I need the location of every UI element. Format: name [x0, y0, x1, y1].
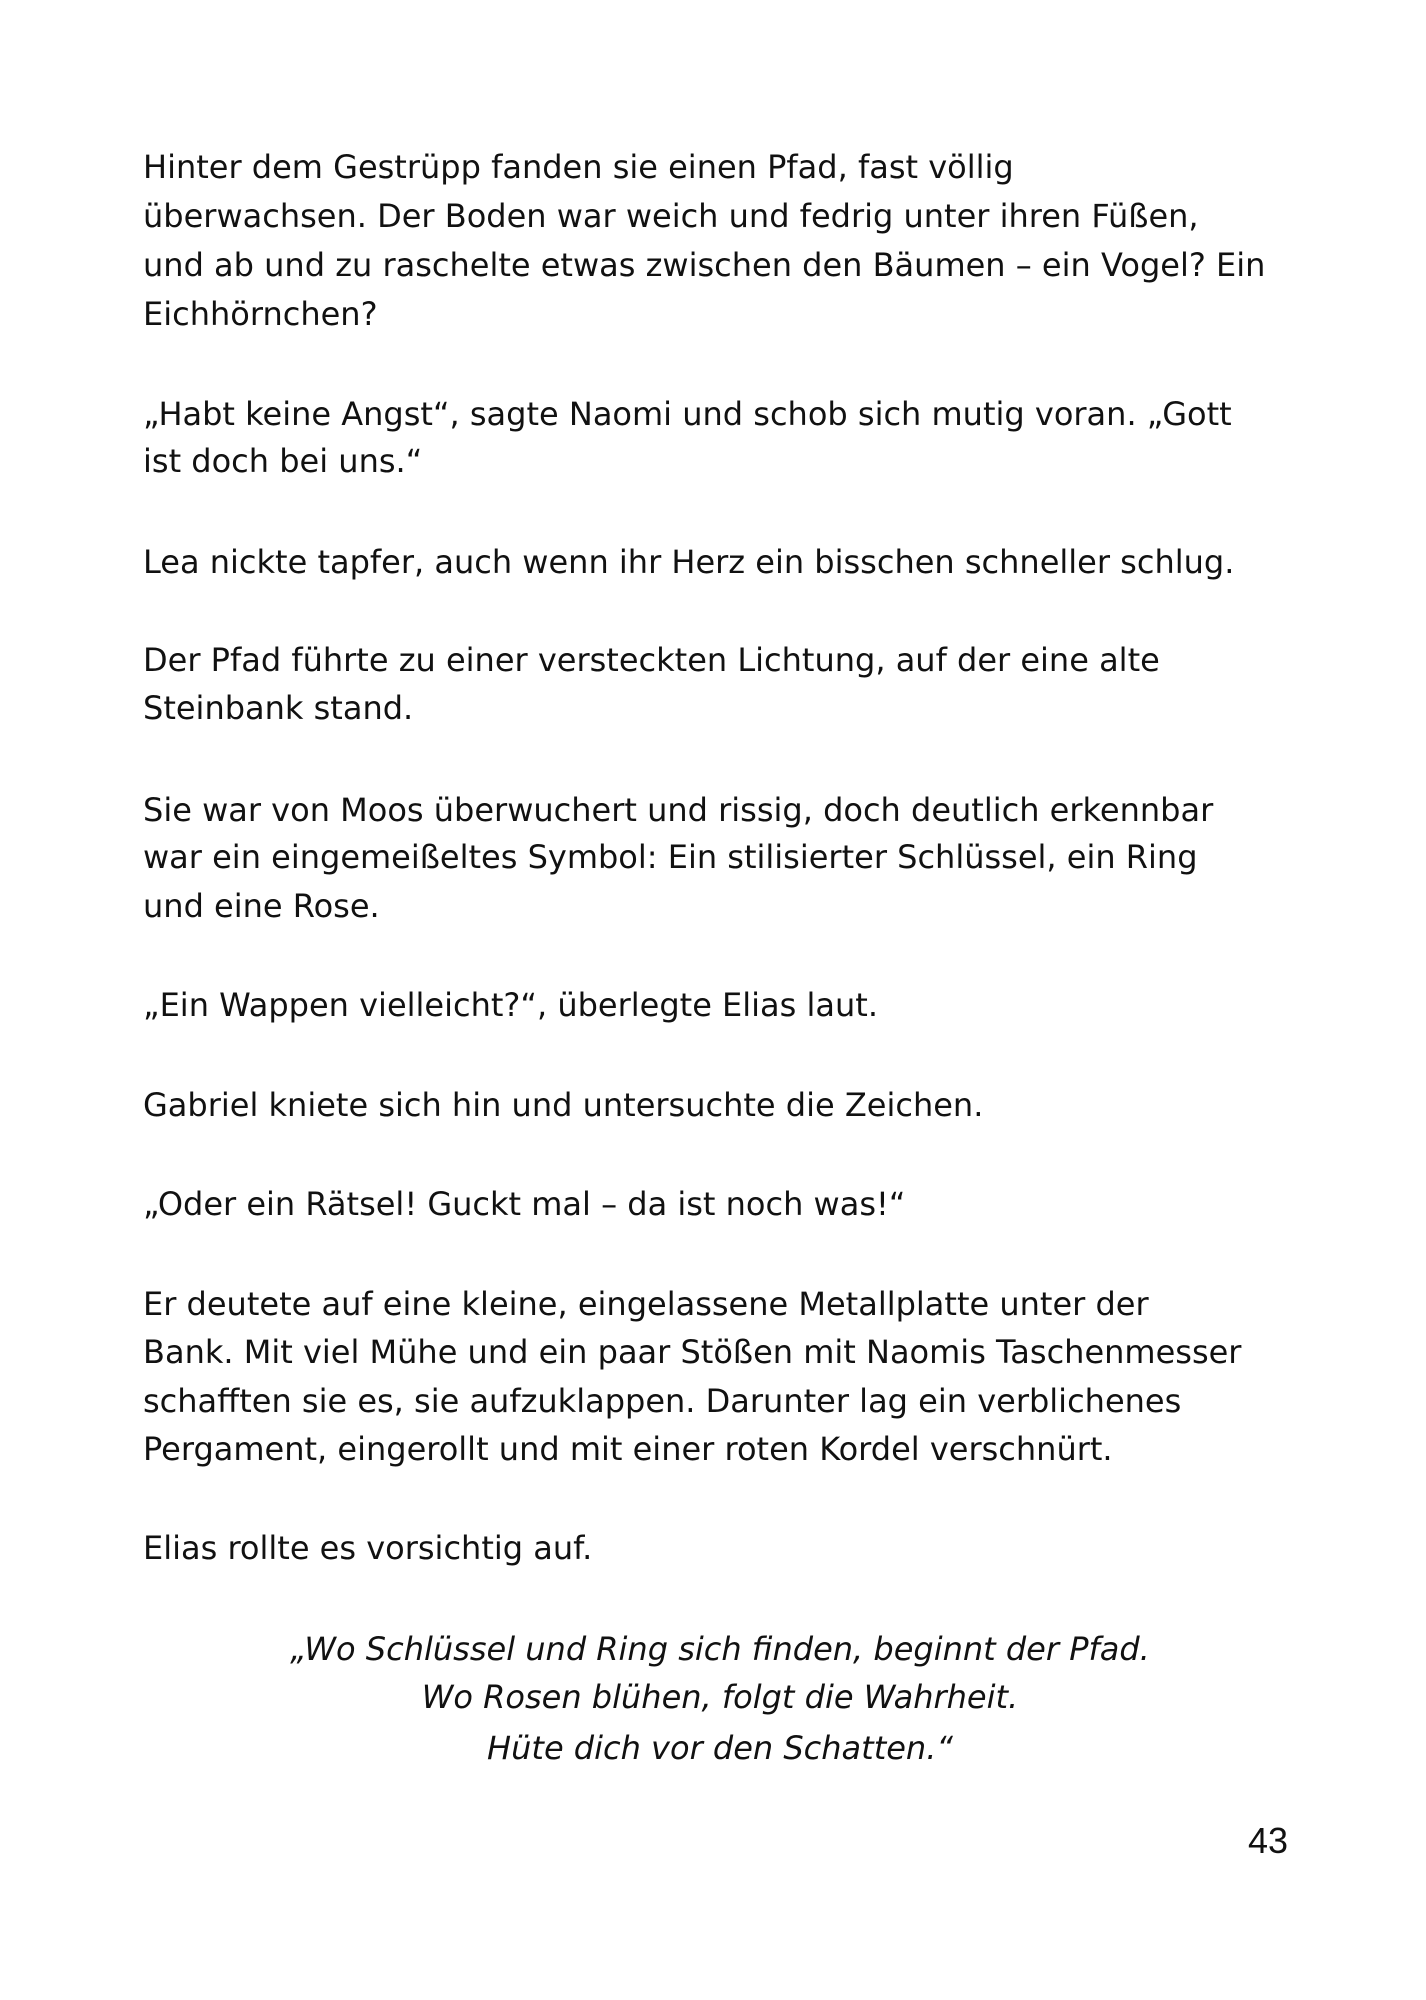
paragraph-line: Hinter dem Gestrüpp fanden sie einen Pfad, fast völlig [143, 148, 1014, 186]
verse-line: Hüte dich vor den Schatten.“ [487, 1729, 953, 1767]
paragraph-line: „Habt keine Angst“, sagte Naomi und schob sich mutig voran. „Gott [143, 395, 1232, 433]
paragraph-line: Lea nickte tapfer, auch wenn ihr Herz ein bisschen schneller schlug. [143, 543, 1235, 581]
paragraph-line: Er deutete auf eine kleine, eingelassene Metallplatte unter der [143, 1285, 1149, 1323]
paragraph-line: Sie war von Moos überwuchert und rissig, doch deutlich erkennbar [143, 791, 1214, 829]
paragraph-line: und eine Rose. [143, 887, 380, 925]
paragraph-line: überwachsen. Der Boden war weich und fedrig unter ihren Füßen, [143, 197, 1199, 235]
paragraph-line: und ab und zu raschelte etwas zwischen den Bäumen – ein Vogel? Ein [143, 246, 1266, 284]
paragraph-line: war ein eingemeißeltes Symbol: Ein stilisierter Schlüssel, ein Ring [143, 838, 1198, 876]
verse-line: „Wo Schlüssel und Ring sich finden, beginnt der Pfad. [290, 1630, 1150, 1668]
paragraph-line: Pergament, eingerollt und mit einer roten Kordel verschnürt. [143, 1430, 1113, 1468]
paragraph-line: „Ein Wappen vielleicht?“, überlegte Elias laut. [143, 986, 878, 1024]
paragraph-line: Bank. Mit viel Mühe und ein paar Stößen mit Naomis Taschenmesser [143, 1333, 1242, 1371]
page-number: 43 [1247, 1820, 1288, 1861]
paragraph-line: Der Pfad führte zu einer versteckten Lichtung, auf der eine alte [143, 641, 1160, 679]
paragraph-line: Elias rollte es vorsichtig auf. [143, 1529, 593, 1567]
paragraph-line: Gabriel kniete sich hin und untersuchte die Zeichen. [143, 1086, 984, 1124]
paragraph-line: schafften sie es, sie aufzuklappen. Darunter lag ein verblichenes [143, 1382, 1182, 1420]
paragraph-line: Eichhörnchen? [143, 295, 378, 333]
paragraph-line: ist doch bei uns.“ [143, 442, 423, 480]
verse-line: Wo Rosen blühen, folgt die Wahrheit. [421, 1678, 1019, 1716]
paragraph-line: „Oder ein Rätsel! Guckt mal – da ist noch was!“ [143, 1185, 906, 1223]
paragraph-line: Steinbank stand. [143, 689, 414, 727]
